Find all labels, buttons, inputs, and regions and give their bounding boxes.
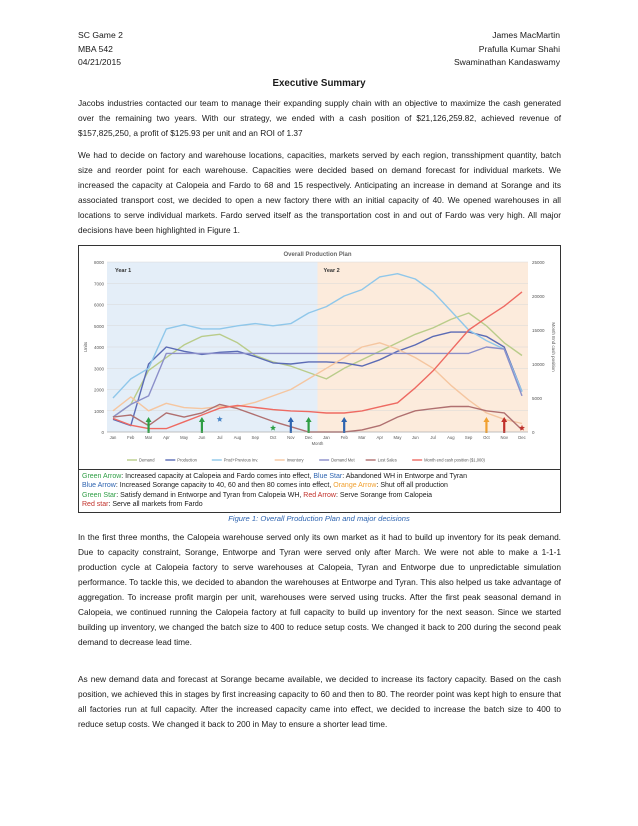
x-tick-label: Jul (430, 435, 436, 440)
y-tick-label: 1000 (93, 408, 104, 414)
y-tick-label: 8000 (93, 260, 104, 265)
figure-notes (79, 469, 560, 512)
x-tick-label: Jan (109, 435, 117, 440)
overall-production-chart (81, 248, 558, 470)
x-tick-label: May (180, 435, 189, 440)
y-tick-label: 0 (101, 430, 104, 435)
x-tick-label: Jun (411, 435, 419, 440)
x-tick-label: Oct (269, 435, 277, 440)
y2-tick-label: 20000 (532, 294, 545, 299)
paragraph-sorange: As new demand data and forecast at Sorange became available, we decided to increase its factory capacity. Based on the cash position, we achieved this in stages by first increasing capacity to 60 and then to 80. The reorder point was kept high to ensure that all factories run at full capacity. After the increased capacity came into effect, we decided to increase the batch size to 400 to reduce setup costs. We changed it back to 200 in May to ensure a shorter lead time. (78, 674, 561, 729)
x-tick-label: Mar (144, 435, 153, 440)
x-axis-label: Month (311, 441, 324, 446)
x-tick-label: Dec (518, 435, 526, 440)
x-tick-label: Jun (198, 435, 206, 440)
figure-note-line (82, 500, 557, 509)
figure-caption: Figure 1: Overall Production Plan and major decisions (228, 514, 410, 523)
y-axis-label: Units (83, 341, 88, 353)
year-2-label: Year 2 (323, 268, 340, 274)
figure-note-run: : Increased capacity at Calopeia and Fardo comes into effect, (121, 473, 314, 480)
figure-note-run: Orange Arrow (333, 482, 377, 490)
x-tick-label: Sep (251, 435, 259, 440)
legend-label: Inventory (286, 457, 304, 463)
figure-note-run: : Shut off all production (376, 482, 448, 490)
x-tick-label: Dec (304, 435, 313, 440)
x-tick-label: May (393, 435, 402, 440)
x-tick-label: Sep (464, 435, 473, 440)
figure-note-run: Green Arrow (82, 473, 122, 480)
document-title: Executive Summary (272, 78, 366, 89)
y-tick-label: 5000 (93, 323, 104, 329)
x-tick-label: Apr (163, 435, 170, 440)
year-1-label: Year 1 (115, 268, 132, 274)
legend-label: Prod+Previous Inv. (223, 457, 259, 463)
figure-note-line (82, 472, 557, 481)
legend-label: Demand (139, 457, 155, 463)
y-tick-label: 6000 (93, 302, 104, 308)
author-1: James MacMartin (492, 30, 560, 40)
header-right (454, 29, 560, 70)
legend-label: Demand Met (331, 457, 355, 463)
author-2: Prafulla Kumar Shahi (478, 43, 560, 54)
x-tick-label: Oct (483, 435, 490, 440)
course-code: MBA 542 (78, 43, 113, 54)
figure-note-run: : Increased Sorange capacity to 40, 60 and then 80 comes into effect, (115, 482, 334, 490)
y-tick-label: 3000 (93, 366, 104, 372)
x-tick-label: Apr (376, 435, 384, 440)
figure-note-run: Red star (82, 501, 109, 509)
x-tick-label: Mar (358, 435, 366, 440)
paragraph-first-year: In the first three months, the Calopeia warehouse served only its own market as it had to build up inventory for its peak demand. Due to capacity constraint, Sorange, Entworpe and Tyran were served only after March. We were not able to make a 1-1-1 production cycle at Calopeia factory to serve warehouses at Calopeia, Tyran and Entworpe due to unpredictable simulation performance. To tackle this, we decided to abandon the warehouses at Entworpe and Tyran. This also helped us take advantage of aggregation. To increase profit margin per unit, warehouses were served using trucks. After the first peak seasonal demand in Calopeia, we continued running the Calopeia factory at full capacity to build up inventory for the next season. Since we started building up inventory, we changed the batch size to 400 to reduce setup costs. We changed it back to 200 during the second peak demand to decrease lead time. (78, 532, 561, 647)
y2-tick-label: 5000 (532, 396, 543, 401)
figure-note-run: : Serve Sorange from Calopeia (335, 491, 433, 499)
legend-label: Month end cash position ($1,000) (424, 457, 485, 463)
x-tick-label: Aug (447, 435, 455, 440)
paragraph-decisions: We had to decide on factory and warehouse locations, capacities, markets served by each region, transshipment quantity, batch size and reorder point for each warehouse. Capacities were decided based on demand forecast for individual markets. We increased the capacity at Calopeia and Fardo to 68 and 15 respectively. Anticipating an increase in demand at Sorange and its associated transport cost, we decided to open a new factory there with an initial capacity of 40. We opened warehouses in all locations to serve individual markets. Fardo served itself as the transportation cost in and out of Fardo was very high. All major decisions have been highlighted in Figure 1. (78, 150, 561, 235)
figure-note-run: : Serve all markets from Fardo (108, 501, 203, 509)
legend-label: Production (177, 457, 197, 463)
chart-container (81, 248, 558, 470)
header-left (78, 29, 123, 70)
y2-tick-label: 10000 (532, 362, 545, 367)
figure-note-run: : Satisfy demand in Entworpe and Tyran from Calopeia WH, (116, 491, 304, 499)
x-tick-label: Feb (340, 435, 348, 440)
y2-tick-label: 25000 (532, 260, 545, 265)
chart-title: Overall Production Plan (283, 252, 352, 258)
x-tick-label: Nov (500, 435, 508, 440)
y2-tick-label: 0 (532, 430, 535, 435)
paragraph-intro: Jacobs industries contacted our team to manage their expanding supply chain with an objective to maximize the cash generated over the remaining two years. With our strategy, we ended with a cash position of $21,126,259.82, achieved revenue of $157,825,250, a profit of $125.93 per unit and an ROI of 1.37 (78, 98, 561, 138)
figure-note-run: Blue Star (313, 473, 343, 480)
y-tick-label: 7000 (93, 281, 104, 287)
y2-tick-label: 15000 (532, 328, 545, 333)
figure-note-line (82, 481, 557, 490)
author-3: Swaminathan Kandaswamy (453, 57, 560, 67)
x-tick-label: Feb (127, 435, 135, 440)
y-tick-label: 4000 (93, 345, 104, 350)
x-tick-label: Jul (217, 435, 223, 440)
legend-label: Lost Sales (377, 457, 397, 463)
x-tick-label: Jan (323, 435, 330, 440)
figure-note-run: : Abandoned WH in Entworpe and Tyran (342, 473, 467, 480)
figure-note-line (82, 491, 557, 500)
figure-box (78, 245, 561, 513)
course-game: SC Game 2 (78, 30, 123, 40)
y-tick-label: 2000 (93, 387, 104, 393)
y2-axis-label: Month End cash position (551, 322, 556, 372)
x-tick-label: Aug (233, 435, 242, 440)
figure-note-run: Red Arrow (303, 491, 336, 499)
document-date: 04/21/2015 (78, 57, 122, 67)
figure-note-run: Blue Arrow (82, 482, 116, 490)
x-tick-label: Nov (287, 435, 295, 440)
figure-note-run: Green Star (82, 491, 117, 499)
